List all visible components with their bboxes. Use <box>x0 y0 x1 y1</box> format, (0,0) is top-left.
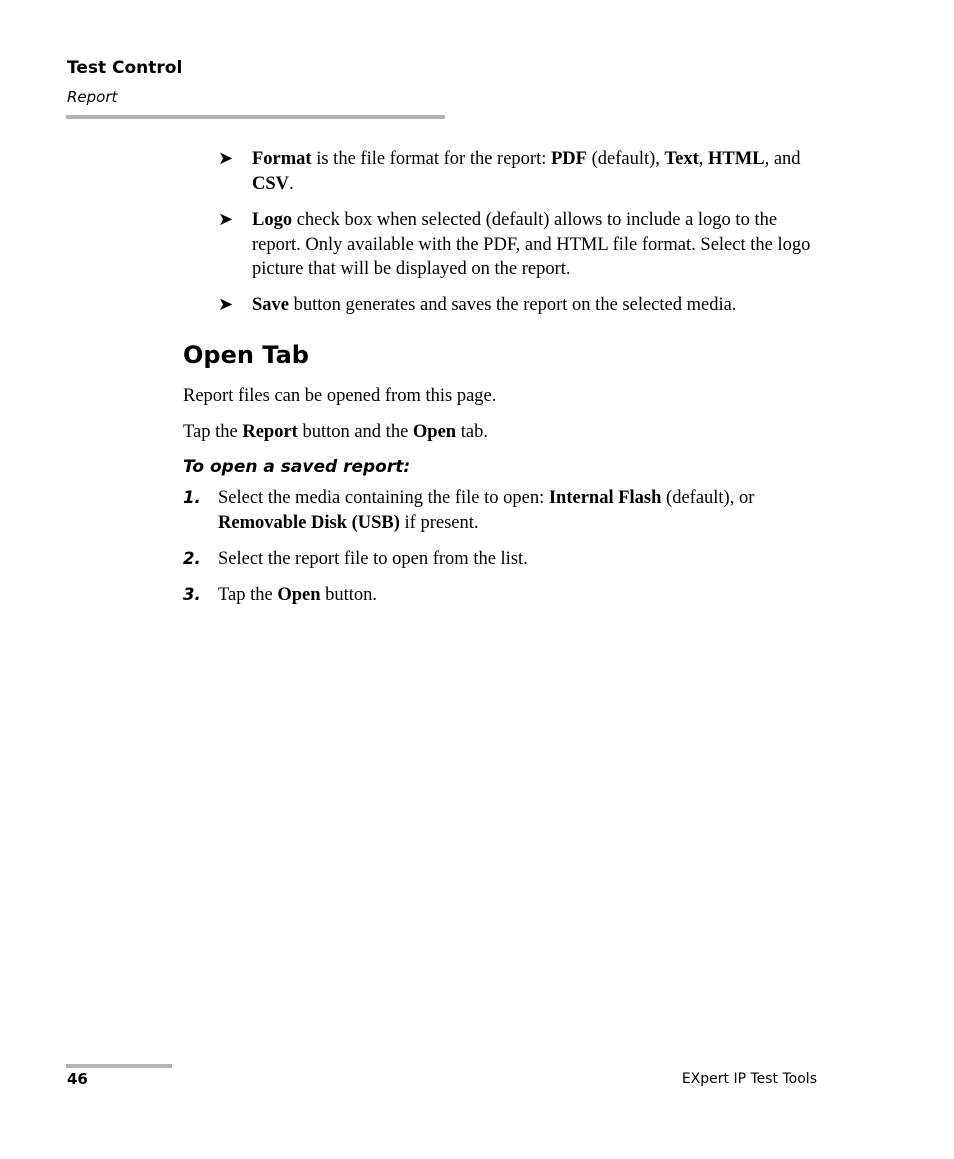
header-title: Test Control <box>67 58 183 78</box>
procedure-step <box>183 547 823 572</box>
step-number: 3. <box>183 585 201 604</box>
page-number: 46 <box>67 1070 88 1088</box>
header-subtitle: Report <box>67 88 118 106</box>
step-number: 2. <box>183 549 201 568</box>
header-rule <box>66 115 445 119</box>
step-text: Select the media containing the file to open: Internal Flash (default), or Removable Disk (USB) if present. <box>218 488 755 533</box>
step-number: 1. <box>183 488 201 507</box>
bullet-text: Logo check box when selected (default) allows to include a logo to the report. Only available with the PDF, and HTML file format. Select the logo picture that will be displayed on the report. <box>252 210 811 279</box>
bullet-logo <box>218 208 818 282</box>
bullet-save <box>218 293 818 318</box>
arrow-bullet-icon: ➤ <box>218 148 234 169</box>
bullet-text: Save button generates and saves the report on the selected media. <box>252 295 737 315</box>
procedure-step <box>183 486 823 535</box>
procedure-step <box>183 583 823 608</box>
section-paragraph-1: Report files can be opened from this page. <box>183 386 497 406</box>
footer-rule <box>66 1064 172 1068</box>
procedure-title: To open a saved report: <box>183 457 411 477</box>
section-heading: Open Tab <box>183 341 309 369</box>
document-title: EXpert IP Test Tools <box>681 1071 817 1087</box>
arrow-bullet-icon: ➤ <box>218 294 234 315</box>
section-paragraph-2: Tap the Report button and the Open tab. <box>183 422 488 442</box>
arrow-bullet-icon: ➤ <box>218 209 234 230</box>
bullet-format <box>218 147 818 196</box>
step-text: Tap the Open button. <box>218 585 378 605</box>
bullet-text: Format is the file format for the report: PDF (default), Text, HTML, and CSV. <box>252 149 801 194</box>
step-text: Select the report file to open from the list. <box>218 549 528 569</box>
